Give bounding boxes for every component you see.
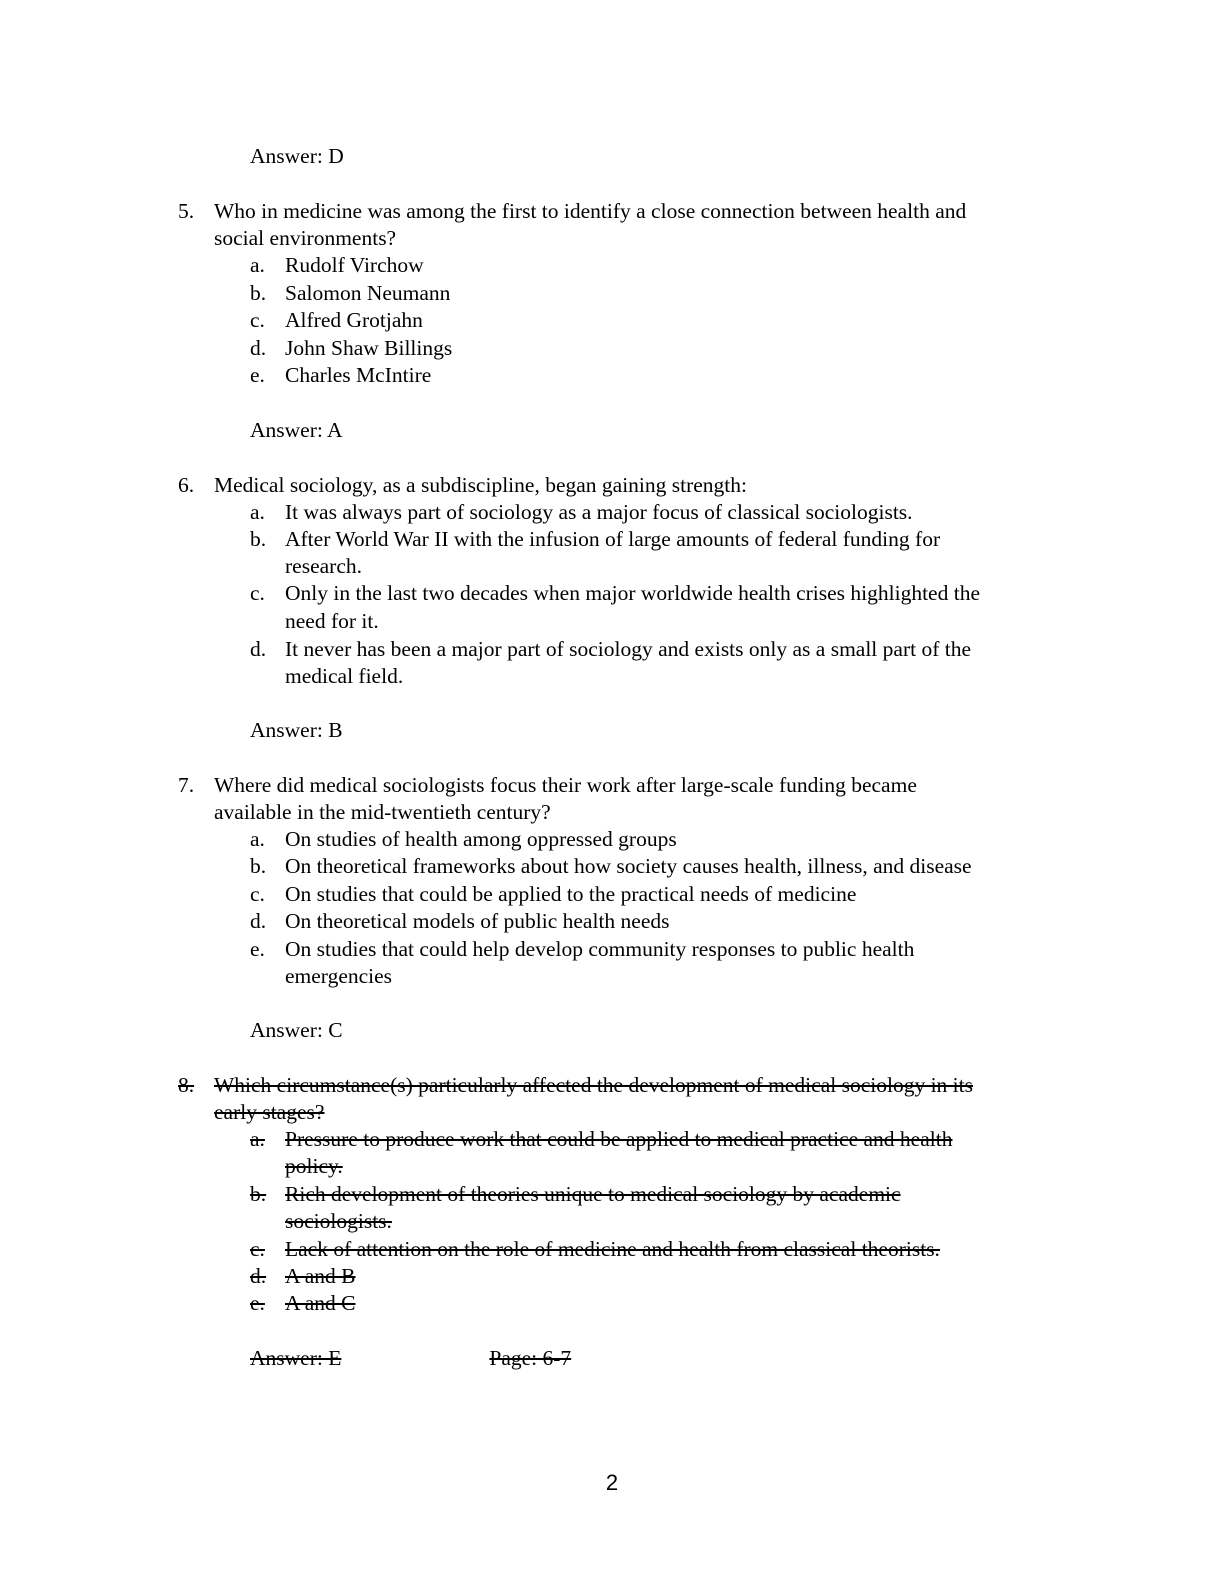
answer-q7: Answer: C xyxy=(250,1018,343,1042)
option-letter: b. xyxy=(250,527,267,551)
option-text: Only in the last two decades when major worldwide health crises highlighted the xyxy=(285,581,980,605)
option-letter: a. xyxy=(250,1127,265,1151)
question-text-line-2: social environments? xyxy=(214,226,397,250)
answer-q5: Answer: A xyxy=(250,418,343,442)
option-text: On studies that could help develop community responses to public health xyxy=(285,937,915,961)
question-text-line-1: Which circumstance(s) particularly affected the development of medical sociology in its xyxy=(214,1073,973,1097)
option-letter: c. xyxy=(250,308,265,332)
option-letter: e. xyxy=(250,937,265,961)
option-letter: b. xyxy=(250,1182,267,1206)
option-text-cont: policy. xyxy=(285,1154,343,1178)
option-text-cont: emergencies xyxy=(285,964,393,988)
question-number: 5. xyxy=(178,199,195,223)
question-text-line-1: Where did medical sociologists focus their work after large-scale funding became xyxy=(214,773,917,797)
answer-q4: Answer: D xyxy=(250,144,344,168)
option-letter: e. xyxy=(250,1291,265,1315)
option-letter: c. xyxy=(250,882,265,906)
option-text: Rudolf Virchow xyxy=(285,253,424,277)
option-text: After World War II with the infusion of large amounts of federal funding for xyxy=(285,527,941,551)
option-text: On theoretical models of public health needs xyxy=(285,909,670,933)
option-text: Pressure to produce work that could be applied to medical practice and health xyxy=(285,1127,953,1151)
option-letter: d. xyxy=(250,336,267,360)
question-number: 6. xyxy=(178,473,195,497)
option-text-cont: need for it. xyxy=(285,609,379,633)
option-text: On theoretical frameworks about how society causes health, illness, and disease xyxy=(285,854,972,878)
page-ref: Page: 6-7 xyxy=(489,1346,572,1370)
option-letter: b. xyxy=(250,281,267,305)
option-text-cont: sociologists. xyxy=(285,1209,392,1233)
option-letter: b. xyxy=(250,854,267,878)
option-text: Rich development of theories unique to medical sociology by academic xyxy=(285,1182,901,1206)
option-text: Charles McIntire xyxy=(285,363,432,387)
answer-q6: Answer: B xyxy=(250,718,343,742)
question-text-line-2: available in the mid-twentieth century? xyxy=(214,800,551,824)
option-text: On studies that could be applied to the practical needs of medicine xyxy=(285,882,857,906)
question-text-line-1: Who in medicine was among the first to identify a close connection between health and xyxy=(214,199,967,223)
option-text: It never has been a major part of sociology and exists only as a small part of the xyxy=(285,637,972,661)
option-letter: a. xyxy=(250,827,265,851)
question-number: 7. xyxy=(178,773,195,797)
option-letter: a. xyxy=(250,500,265,524)
option-text: Salomon Neumann xyxy=(285,281,451,305)
page-number: 2 xyxy=(605,1470,619,1495)
question-number: 8. xyxy=(178,1073,195,1097)
answer-q8-label: Answer: E xyxy=(250,1346,342,1370)
option-letter: e. xyxy=(250,363,265,387)
option-text: John Shaw Billings xyxy=(285,336,453,360)
option-letter: d. xyxy=(250,637,267,661)
question-text-line-2: early stages? xyxy=(214,1100,325,1124)
option-text: Lack of attention on the role of medicine and health from classical theorists. xyxy=(285,1237,940,1261)
option-letter: a. xyxy=(250,253,265,277)
option-text-cont: medical field. xyxy=(285,664,404,688)
option-letter: c. xyxy=(250,581,265,605)
option-text-cont: research. xyxy=(285,554,362,578)
option-text: A and C xyxy=(285,1291,356,1315)
option-letter: c. xyxy=(250,1237,265,1261)
option-text: On studies of health among oppressed groups xyxy=(285,827,677,851)
option-letter: d. xyxy=(250,909,267,933)
option-text: It was always part of sociology as a major focus of classical sociologists. xyxy=(285,500,913,524)
option-letter: d. xyxy=(250,1264,267,1288)
option-text: Alfred Grotjahn xyxy=(285,308,423,332)
answer-q8 xyxy=(250,1345,590,1372)
question-text-line-1: Medical sociology, as a subdiscipline, began gaining strength: xyxy=(214,473,748,497)
option-text: A and B xyxy=(285,1264,356,1288)
